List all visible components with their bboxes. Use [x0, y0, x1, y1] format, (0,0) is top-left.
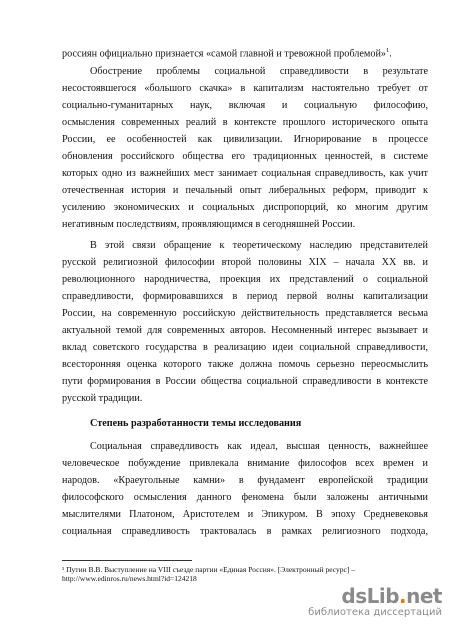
footnote-marker: 1	[386, 47, 390, 54]
watermark-subtitle: библиотека диссертаций	[308, 607, 442, 618]
watermark	[308, 585, 442, 619]
text-line: России, ее особенностей как цивилизации. Игнорирование в процессе	[62, 134, 428, 145]
text-line: народов. «Краеугольные камни» в фундамент европейской традиции	[62, 475, 428, 486]
text-line: всесторонняя оценка которого также должна помочь серьезно переосмыслить	[62, 359, 428, 370]
text-line: социально-гуманитарных наук, включая и социальную философию,	[62, 100, 428, 111]
text-line: россиян официально признается «самой главной и тревожной проблемой»$^1$.	[62, 47, 392, 60]
text-line: справедливости, формировавшихся в период первой волны капитализации	[62, 291, 428, 302]
footnote-text: ¹ Путин В.В. Выступление на VIII съезде партии «Единая Россия». [Электронный ресурс] –	[62, 565, 355, 574]
text-line: России, на современную российскую действительность представляется весьма	[62, 308, 428, 319]
text-line: усилению экономических и социальных диспропорций, ко многим другим	[62, 202, 428, 213]
text-line: негативным последствиям, проявляющимся в сегодняшней России.	[62, 219, 356, 230]
text-line: Обострение проблемы социальной справедливости в результате	[90, 66, 428, 77]
text-line: Социальная справедливость как идеал, высшая ценность, важнейшее	[90, 441, 428, 452]
text-line: пути формирования в России общества социальной справедливости в контексте	[62, 376, 428, 387]
text-line: социальная справедливость трактовалась в рамках религиозного подхода,	[62, 526, 428, 537]
text-line: русской традиции.	[62, 393, 143, 404]
text-line: мыслителями Платоном, Аристотелем и Эпикуром. В эпоху Средневековья	[62, 509, 428, 520]
text-line: несостоявшегося «большого скачка» в капитализм настоятельно требует от	[62, 83, 428, 94]
text-line: В этой связи обращение к теоретическому наследию представителей	[90, 240, 428, 251]
footnote-separator	[62, 560, 192, 561]
text-line: человеческое побуждение привлекала внимание философов всех времен и	[62, 458, 428, 469]
text-line: вклад советского государства в реализацию идеи социальной справедливости,	[62, 342, 428, 353]
text-line: актуальной темой для современных авторов. Несомненный интерес вызывает и	[62, 325, 428, 336]
text-line: обновления российского общества его традиционных ценностей, в системе	[62, 151, 428, 162]
footnote-link: http://www.edinros.ru/news.html?id=124218	[62, 574, 197, 583]
text-line: философского осмысления данного феномена были заложены античными	[62, 492, 428, 503]
text-line: которых одно из важнейших мест занимает социальная справедливость, как учит	[62, 168, 428, 179]
text-line: революционного народничества, проекция их представлений о социальной	[62, 274, 428, 285]
text-line: русской религиозной философии второй половины XIX – начала XX вв. и	[62, 257, 428, 268]
section-heading: Степень разработанности темы исследования	[90, 418, 302, 429]
text-line: отечественная история и печальный опыт либеральных реформ, приводит к	[62, 185, 428, 196]
watermark-logo: dsLib.net	[341, 584, 442, 608]
text-line: осмысления современных реалий в контексте прошлого исторического опыта	[62, 117, 428, 128]
